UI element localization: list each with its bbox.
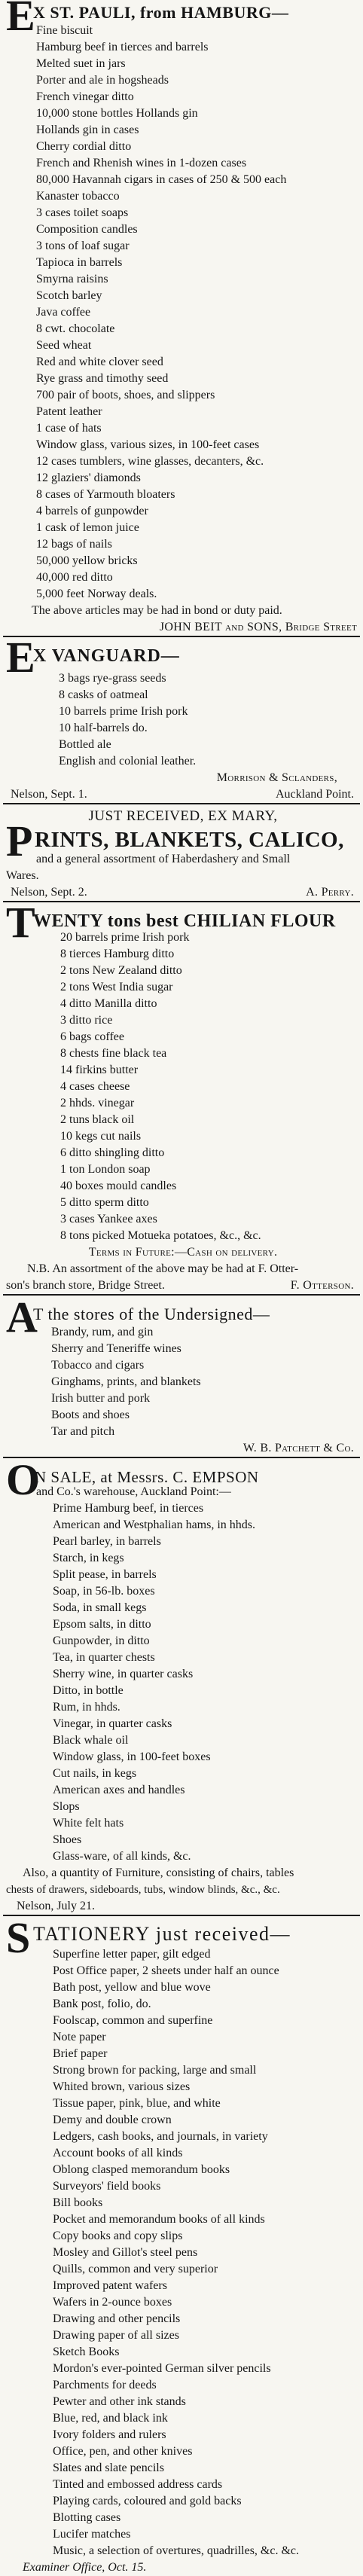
ad4-list-item: 4 ditto Manilla ditto — [60, 997, 157, 1010]
ad5-list-item: Ginghams, prints, and blankets — [51, 1375, 201, 1388]
ad6-list-item: Starch, in kegs — [53, 1552, 124, 1564]
ad1-list-item: Red and white clover seed — [36, 356, 163, 368]
ad1-list-item: Porter and ale in hogsheads — [36, 74, 169, 87]
ad6-place-date: Nelson, July 21. — [17, 1900, 95, 1912]
ad-ex-st-pauli — [0, 0, 363, 636]
ad2-list-item: 10 barrels prime Irish pork — [59, 705, 188, 718]
ad7-list-item: Slates and slate pencils — [53, 2462, 164, 2474]
ad6-list-item: Glass-ware, of all kinds, &c. — [53, 1850, 191, 1863]
ad1-list-item: Scotch barley — [36, 289, 102, 302]
ad7-list-item: Brief paper — [53, 2047, 108, 2060]
ad7-list-item: Drawing paper of all sizes — [53, 2329, 179, 2342]
ad7-list-item: Bath post, yellow and blue wove — [53, 1981, 211, 1994]
ad7-list-item: Mordon's ever-pointed German silver pencils — [53, 2362, 271, 2375]
ad-chilian-flour — [0, 898, 363, 1294]
ad1-list-item: 80,000 Havannah cigars in cases of 250 & 500 each — [36, 173, 287, 186]
ad1-list-item: Hamburg beef in tierces and barrels — [36, 41, 209, 53]
ad1-item-list — [6, 23, 360, 603]
ad6-list-item: Cut nails, in kegs — [53, 1767, 137, 1780]
ad6-drop-initial: O — [6, 1455, 41, 1504]
ad7-list-item: Pocket and memorandum books of all kinds — [53, 2213, 265, 2226]
ad6-list-item: Tea, in quarter chests — [53, 1651, 155, 1664]
ad1-list-item: 700 pair of boots, shoes, and slippers — [36, 389, 215, 401]
ad7-signature: Examiner Office, Oct. 15. — [23, 2561, 147, 2574]
ad7-list-item: Office, pen, and other knives — [53, 2445, 193, 2458]
ad7-list-item: Foolscap, common and superfine — [53, 2014, 213, 2027]
ad1-headline: E X ST. PAULI, from HAMBURG— — [6, 0, 360, 27]
ad2-place-date: Nelson, Sept. 1. — [11, 788, 87, 801]
ad4-list-item: 10 kegs cut nails — [60, 1130, 142, 1143]
ad6-list-item: Window glass, in 100-feet boxes — [53, 1750, 211, 1763]
ad7-list-item: Blotting cases — [53, 2511, 121, 2524]
ad2-list-item: 3 bags rye-grass seeds — [59, 672, 166, 685]
ad6-list-item: Rum, in hhds. — [53, 1701, 120, 1714]
ad5-list-item: Irish butter and pork — [51, 1392, 151, 1405]
ad7-list-item: Sketch Books — [53, 2346, 120, 2358]
ad4-list-item: 3 ditto rice — [60, 1014, 113, 1027]
ad3-footer-row — [6, 884, 360, 901]
ad1-list-item: Hollands gin in cases — [36, 124, 139, 136]
ad7-list-item: Pewter and other ink stands — [53, 2395, 186, 2408]
ad6-list-item: American and Westphalian hams, in hhds. — [53, 1518, 256, 1531]
ad7-list-item: Post Office paper, 2 sheets under half an ounce — [53, 1964, 279, 1977]
ad3-signature: A. Perry. — [306, 886, 354, 899]
ad4-list-item: 4 cases cheese — [60, 1080, 130, 1093]
ad4-headline: T WENTY tons best CHILIAN FLOUR — [6, 898, 336, 947]
ad7-list-item: Playing cards, coloured and gold backs — [53, 2495, 242, 2507]
ad5-list-item: Tar and pitch — [51, 1425, 115, 1438]
ad7-list-item: Lucifer matches — [53, 2528, 131, 2541]
ad-prints-blankets — [0, 804, 363, 901]
ad7-list-item: Strong brown for packing, large and small — [53, 2064, 257, 2077]
ad2-signature: Morrison & Sclanders, — [216, 771, 337, 784]
ad4-note1: N.B. An assortment of the above may be had at F. Otter- — [27, 1262, 299, 1275]
ad4-list-item: 8 chests fine black tea — [60, 1047, 167, 1060]
ad3-place-date: Nelson, Sept. 2. — [11, 886, 87, 899]
ad6-list-item: Sherry wine, in quarter casks — [53, 1668, 194, 1680]
ad4-list-item: 8 tons picked Motueka potatoes, &c., &c. — [60, 1229, 261, 1242]
ad6-list-item: Pearl barley, in barrels — [53, 1535, 161, 1548]
ad4-terms: Terms in Future:—Cash on delivery. — [88, 1246, 278, 1259]
ad7-list-item: Ledgers, cash books, and journals, in variety — [53, 2130, 268, 2143]
ad5-list-item: Sherry and Teneriffe wines — [51, 1342, 182, 1355]
ad6-list-item: Prime Hamburg beef, in tierces — [53, 1502, 204, 1515]
ad6-list-item: Ditto, in bottle — [53, 1684, 124, 1697]
ad1-list-item: 12 glaziers' diamonds — [36, 472, 141, 484]
ad6-subhead: and Co.'s warehouse, Auckland Point:— — [36, 1485, 231, 1498]
ad7-list-item: Wafers in 2-ounce boxes — [53, 2296, 172, 2309]
ad2-drop-initial: E — [6, 633, 36, 682]
ad1-list-item: 3 tons of loaf sugar — [36, 240, 130, 252]
ad6-list-item: Gunpowder, in ditto — [53, 1634, 150, 1647]
ad7-list-item: Improved patent wafers — [53, 2279, 167, 2292]
ad6-list-item: Shoes — [53, 1833, 82, 1846]
ad4-list-item: 2 tons West India sugar — [60, 981, 173, 993]
ad1-list-item: French and Rhenish wines in 1-dozen cases — [36, 157, 247, 169]
ad4-drop-initial: T — [6, 898, 36, 947]
ad2-list-item: Bottled ale — [59, 738, 111, 751]
ad3-drop-initial: P — [6, 816, 33, 865]
ad5-list-item: Tobacco and cigars — [51, 1359, 145, 1372]
ad3-line1: JUST RECEIVED, EX MARY, — [88, 808, 278, 824]
ad7-list-item: Copy books and copy slips — [53, 2230, 183, 2242]
ad1-list-item: Seed wheat — [36, 339, 92, 352]
ad7-list-item: Mosley and Gillot's steel pens — [53, 2246, 198, 2259]
ad7-list-item: Account books of all kinds — [53, 2147, 183, 2159]
ad2-list-item: 10 half-barrels do. — [59, 722, 148, 734]
ad7-list-item: Note paper — [53, 2031, 106, 2043]
ad1-list-item: Window glass, various sizes, in 100-feet cases — [36, 438, 260, 451]
ad2-list-item: English and colonial leather. — [59, 755, 197, 768]
ad3-headline: P RINTS, BLANKETS, CALICO, — [6, 816, 344, 865]
ad7-list-item: Blue, red, and black ink — [53, 2412, 168, 2425]
ad4-list-item: 14 firkins butter — [60, 1064, 139, 1076]
ad3-line3: Wares. — [6, 869, 39, 882]
ad6-note1: Also, a quantity of Furniture, consisting of chairs, tables — [23, 1866, 294, 1879]
ad7-list-item: Quills, common and very superior — [53, 2263, 218, 2275]
ad7-list-item: Tinted and embossed address cards — [53, 2478, 223, 2491]
ad1-note: The above articles may be had in bond or duty paid. — [32, 604, 282, 617]
ad4-list-item: 2 hhds. vinegar — [60, 1097, 135, 1109]
ad1-list-item: Cherry cordial ditto — [36, 140, 132, 153]
ad1-list-item: 10,000 stone bottles Hollands gin — [36, 107, 198, 120]
ad1-list-item: 50,000 yellow bricks — [36, 554, 138, 567]
ad6-note2: chests of drawers, sideboards, tubs, window blinds, &c., &c. — [6, 1884, 280, 1896]
ad7-list-item: Superfine letter paper, gilt edged — [53, 1948, 211, 1961]
ad7-list-item: Tissue paper, pink, blue, and white — [53, 2097, 221, 2110]
ad1-list-item: 4 barrels of gunpowder — [36, 505, 148, 517]
ad1-list-item: Smyrna raisins — [36, 273, 108, 285]
ad1-list-item: Tapioca in barrels — [36, 256, 123, 269]
ad7-list-item: Parchments for deeds — [53, 2379, 157, 2391]
ad1-list-item: Rye grass and timothy seed — [36, 372, 169, 385]
ad1-list-item: Composition candles — [36, 223, 138, 236]
ad7-list-item: Oblong clasped memorandum books — [53, 2163, 230, 2176]
ad4-signature: F. Otterson. — [290, 1279, 354, 1292]
ad1-list-item: Kanaster tobacco — [36, 190, 120, 203]
ad7-headline: S TATIONERY just received— — [6, 1913, 291, 1962]
ad1-drop-initial: E — [6, 0, 36, 40]
ad4-list-item: 1 ton London soap — [60, 1163, 151, 1176]
ad1-list-item: 3 cases toilet soaps — [36, 206, 129, 219]
ad2-footer-row — [6, 786, 360, 803]
ad7-list-item: Bill books — [53, 2196, 103, 2209]
ad4-note2: son's branch store, Bridge Street. — [6, 1279, 165, 1292]
ad4-list-item: 2 tuns black oil — [60, 1113, 135, 1126]
ad2-headline: E X VANGUARD— — [6, 633, 180, 682]
ad6-list-item: Split pease, in barrels — [53, 1568, 157, 1581]
ad6-list-item: Slops — [53, 1800, 80, 1813]
ad1-list-item: 8 cases of Yarmouth bloaters — [36, 488, 175, 501]
ad7-list-item: Surveyors' field books — [53, 2180, 161, 2193]
ad1-list-item: 1 case of hats — [36, 422, 102, 435]
ad1-list-item: Melted suet in jars — [36, 57, 126, 70]
ad6-list-item: Soap, in 56-lb. boxes — [53, 1585, 155, 1598]
ad4-list-item: 20 barrels prime Irish pork — [60, 931, 190, 944]
ad7-item-list — [6, 1946, 360, 2559]
ad1-list-item: 12 cases tumblers, wine glasses, decanters, &c. — [36, 455, 264, 468]
ad7-drop-initial: S — [6, 1913, 31, 1962]
ad-stores-undersigned — [0, 1293, 363, 1457]
ad5-item-list — [6, 1324, 360, 1440]
ad7-list-item: Drawing and other pencils — [53, 2312, 181, 2325]
ad6-item-list — [6, 1500, 360, 1865]
ad6-list-item: White felt hats — [53, 1817, 124, 1830]
ad7-list-item: Ivory folders and rulers — [53, 2428, 166, 2441]
ad7-list-item: Music, a selection of overtures, quadrilles, &c. &c. — [53, 2544, 300, 2557]
ad5-signature: W. B. Patchett & Co. — [243, 1442, 354, 1454]
ad6-list-item: American axes and handles — [53, 1784, 185, 1796]
ad6-list-item: Vinegar, in quarter casks — [53, 1717, 172, 1730]
ad4-list-item: 6 ditto shingling ditto — [60, 1146, 165, 1159]
ad4-list-item: 8 tierces Hamburg ditto — [60, 948, 175, 960]
ad-on-sale-empson — [0, 1455, 363, 1915]
ad4-list-item: 6 bags coffee — [60, 1030, 124, 1043]
ad1-signature: JOHN BEIT and SONS, Bridge Street — [159, 621, 357, 633]
ad-ex-vanguard — [0, 633, 363, 803]
ad1-list-item: Java coffee — [36, 306, 91, 319]
ad5-drop-initial: A — [6, 1293, 38, 1341]
ad4-list-item: 3 cases Yankee axes — [60, 1213, 157, 1225]
ad4-footer-row — [6, 1277, 360, 1294]
ad1-list-item: 1 cask of lemon juice — [36, 521, 139, 534]
ad1-list-item: Patent leather — [36, 405, 102, 418]
ad5-list-item: Brandy, rum, and gin — [51, 1326, 154, 1338]
ad6-list-item: Soda, in small kegs — [53, 1601, 147, 1614]
ad2-place: Auckland Point. — [276, 788, 354, 801]
ad4-list-item: 5 ditto sperm ditto — [60, 1196, 149, 1209]
ad5-list-item: Boots and shoes — [51, 1409, 130, 1421]
ad5-headline: A T the stores of the Undersigned— — [6, 1293, 270, 1341]
ad7-list-item: Demy and double crown — [53, 2114, 172, 2126]
ad6-list-item: Black whale oil — [53, 1734, 129, 1747]
ad7-list-item: Bank post, folio, do. — [53, 1998, 151, 2010]
ad1-list-item: 12 bags of nails — [36, 538, 112, 551]
ad1-list-item: 40,000 red ditto — [36, 571, 113, 584]
ad3-line2: and a general assortment of Haberdashery and Small — [36, 853, 291, 865]
ad1-list-item: 5,000 feet Norway deals. — [36, 588, 157, 600]
ad2-list-item: 8 casks of oatmeal — [59, 688, 148, 701]
ad1-list-item: Fine biscuit — [36, 24, 93, 37]
ad6-list-item: Epsom salts, in ditto — [53, 1618, 151, 1631]
ad2-item-list — [6, 670, 360, 770]
ad4-list-item: 40 boxes mould candles — [60, 1180, 177, 1192]
ad1-list-item: 8 cwt. chocolate — [36, 322, 115, 335]
ad6-headline: O N SALE, at Messrs. C. EMPSON — [6, 1455, 259, 1504]
ad1-list-item: French vinegar ditto — [36, 90, 134, 103]
ad-stationery — [0, 1913, 363, 2576]
ad4-item-list — [6, 929, 360, 1244]
ad4-list-item: 2 tons New Zealand ditto — [60, 964, 182, 977]
ad7-list-item: Whited brown, various sizes — [53, 2080, 191, 2093]
